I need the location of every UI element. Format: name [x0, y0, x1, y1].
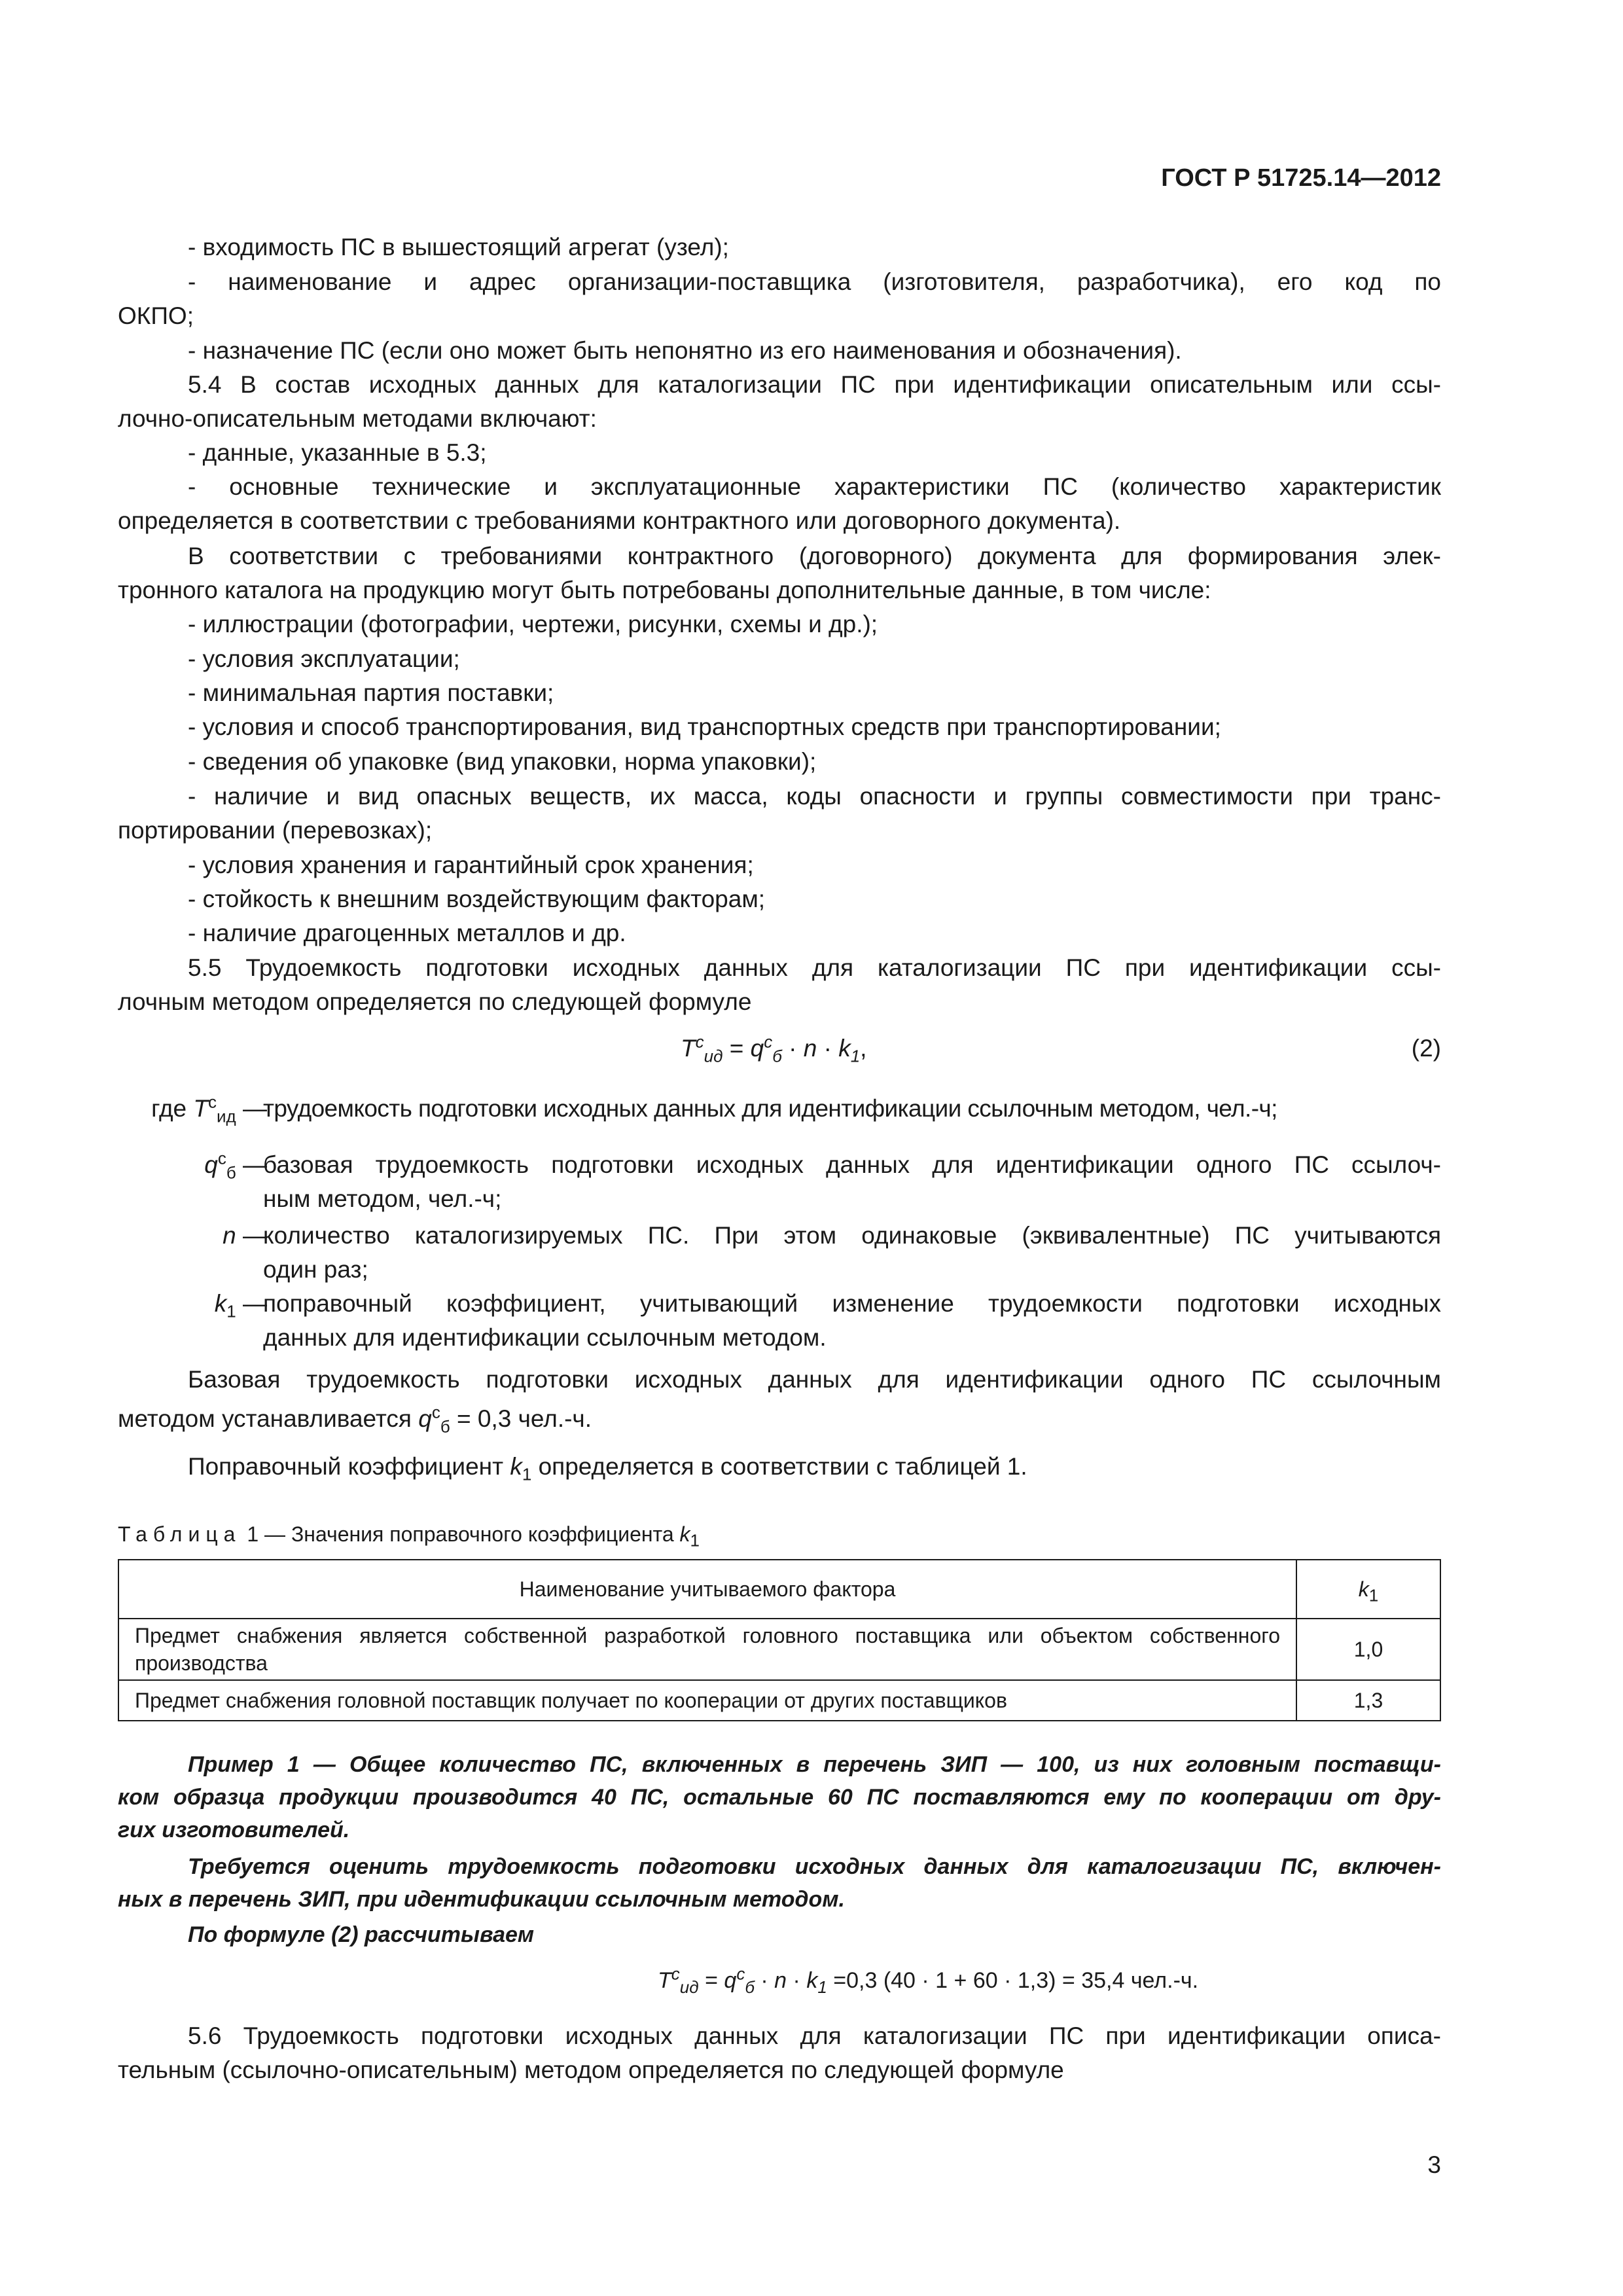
example-calculation: $T^с_{ид} = q^с_б \cdot n \cdot k_1 =0,3$ (40 · 1 + 60 · 1,3) = 35,4 чел.-ч.: [658, 1964, 1199, 1997]
header-k: $k_1$: [1296, 1560, 1440, 1619]
example-line: ком образца продукции производится 40 ПС, остальные 60 ПС поставляются ему по кооперации от дру-: [118, 1785, 1441, 1810]
formula-number: (2): [1411, 1035, 1441, 1062]
example-line: По формуле (2) рассчитываем: [188, 1922, 535, 1947]
example-line: гих изготовителей.: [118, 1818, 350, 1842]
document-page: ГОСТ Р 51725.14—2012 - входимость ПС в вышестоящий агрегат (узел); - наименование и адрес организации-поставщика (изготовителя, разработчика), его код по ОКПО; - назначение ПС (если оно может быть непонятно из его наименования и обозначения). 5.4 В состав исходных данных для каталогизации ПС при идентификации описательным или ссы- лочно-описательным методами включают: - данные, указанные в 5.3; - основные технические и эксплуатационные характеристики ПС (количество характеристик определяется в соответствии с требованиями контрактного или договорного документа). В соответствии с требованиями контрактного (договорного) документа для формирования элек- тронного каталога на продукцию могут быть потребованы дополнительные данные, в том числе: - иллюстрации (фотографии, чертежи, рисунки, схемы и др.); - условия эксплуатации; - минимальная партия поставки; - условия и способ транспортирования, вид транспортных средств при транспортировании; - сведения об упаковке (вид упаковки, норма упаковки); - наличие и вид опасных веществ, их масса, коды опасности и группы совместимости при транс- портировании (перевозках); - условия хранения и гарантийный срок хранения; - стойкость к внешним воздействующим факторам; - наличие драгоценных металлов и др. 5.5 Трудоемкость подготовки исходных данных для каталогизации ПС при идентификации ссы- лочным методом определяется по следующей формуле $T^с_{ид} = q^с_б \cdot n \cdot k_1$, (2) где $T^с_{ид}$ — трудоемкость подготовки исходных данных для идентификации ссылочным методом, чел.-ч; $q^с_б$ — базовая трудоемкость подготовки исходных данных для идентификации одного ПС ссылоч- ным методом, чел.-ч; n — количество каталогизируемых ПС. При этом одинаковые (эквивалентные) ПС учитываются один раз; $k_1$ — поправочный коэффициент, учитывающий изменение трудоемкости подготовки исходных данных для идентификации ссылочным методом. Базовая трудоемкость подготовки исходных данных для идентификации одного ПС ссылочным методом устанавливается $q^с_б = 0,3$ чел.-ч. Поправочный коэффициент $k_1$ определяется в соответствии с таблицей 1. Таблица 1 — Значения поправочного коэффициента $k_1$ Наименование учитываемого фактора $k_1$ Предмет снабжения является собственной разработкой головного поставщика или объектом собственного производства 1,0 Предмет снабжения головной поставщик получает по кооперации от других поставщиков 1,3 Пример 1 — Общее количество ПС, включенных в перечень ЗИП — 100, из них головным поставщи- ком образца продукции производится 40 ПС, остальные 60 ПС поставляются ему по кооперации от дру- гих изготовителей. Требуется оценить трудоемкость подготовки исходных данных для каталогизации ПС, включен- ных в перечень ЗИП, при идентификации ссылочным методом. По формуле (2) рассчитываем $T^с_{ид} = q^с_б \cdot n \cdot k_1 =0,3$ (40 · 1 + 60 · 1,3) = 35,4 чел.-ч. 5.6 Трудоемкость подготовки исходных данных для каталогизации ПС при идентификации описа- тельным (ссылочно-описательным) методом определяется по следующей формуле 3: [0, 0, 1623, 2296]
table-1: [118, 1559, 1441, 1721]
paragraph: В соответствии с требованиями контрактного (договорного) документа для формирования элек-: [188, 543, 1441, 569]
text-line: ОКПО;: [118, 302, 194, 329]
table-cell-factor: Предмет снабжения головной поставщик получает по кооперации от других поставщиков: [118, 1680, 1296, 1721]
list-item: - стойкость к внешним воздействующим факторам;: [188, 886, 766, 912]
table-cell-factor: Предмет снабжения является собственной разработкой головного поставщика или объектом собственного производства: [118, 1619, 1296, 1680]
list-item: - назначение ПС (если оно может быть непонятно из его наименования и обозначения).: [188, 337, 1182, 364]
list-item: - наличие драгоценных металлов и др.: [188, 920, 626, 946]
paragraph-5-6: 5.6 Трудоемкость подготовки исходных данных для каталогизации ПС при идентификации описа-: [188, 2022, 1441, 2049]
list-item: - условия эксплуатации;: [188, 645, 460, 672]
example-line: Требуется оценить трудоемкость подготовки исходных данных для каталогизации ПС, включен-: [188, 1854, 1441, 1879]
text-line: тронного каталога на продукцию могут быть потребованы дополнительные данные, в том числе:: [118, 577, 1211, 603]
example-line: ных в перечень ЗИП, при идентификации ссылочным методом.: [118, 1887, 845, 1912]
paragraph-5-4: 5.4 В состав исходных данных для каталогизации ПС при идентификации описательным или ссы-: [188, 371, 1441, 398]
header-factor: Наименование учитываемого фактора: [118, 1560, 1296, 1619]
paragraph-base: Базовая трудоемкость подготовки исходных данных для идентификации одного ПС ссылочным: [188, 1366, 1441, 1393]
table-cell-k: 1,0: [1296, 1619, 1440, 1680]
table-cell-k: 1,3: [1296, 1680, 1440, 1721]
text-line: лочным методом определяется по следующей формуле: [118, 988, 752, 1015]
list-item: - иллюстрации (фотографии, чертежи, рисунки, схемы и др.);: [188, 611, 878, 637]
list-item: - входимость ПС в вышестоящий агрегат (узел);: [188, 234, 729, 260]
document-header: ГОСТ Р 51725.14—2012: [1161, 164, 1441, 192]
list-item: - сведения об упаковке (вид упаковки, норма упаковки);: [188, 748, 817, 775]
list-item: - наличие и вид опасных веществ, их масса, коды опасности и группы совместимости при транс-: [188, 783, 1441, 810]
list-item: - наименование и адрес организации-поставщика (изготовителя, разработчика), его код по: [188, 268, 1441, 295]
text-line: определяется в соответствии с требованиями контрактного или договорного документа).: [118, 507, 1121, 534]
list-item: - данные, указанные в 5.3;: [188, 439, 487, 466]
paragraph-corr: Поправочный коэффициент $k_1$ определяется в соответствии с таблицей 1.: [188, 1453, 1027, 1484]
table-row: [118, 1619, 1440, 1680]
list-item: - минимальная партия поставки;: [188, 679, 554, 706]
text-line: лочно-описательным методами включают:: [118, 405, 597, 432]
formula-2: $T^с_{ид} = q^с_б \cdot n \cdot k_1$,: [681, 1031, 867, 1066]
text-line: портировании (перевозках);: [118, 817, 433, 844]
text-line: тельным (ссылочно-описательным) методом определяется по следующей формуле: [118, 2056, 1064, 2083]
page-number: 3: [1427, 2151, 1441, 2178]
list-item: - условия и способ транспортирования, вид транспортных средств при транспортировании;: [188, 713, 1221, 740]
table-row: [118, 1680, 1440, 1721]
table-header-row: [118, 1560, 1440, 1619]
example-line: Пример 1 — Общее количество ПС, включенных в перечень ЗИП — 100, из них головным поставщи-: [188, 1752, 1441, 1777]
paragraph-5-5: 5.5 Трудоемкость подготовки исходных данных для каталогизации ПС при идентификации ссы-: [188, 954, 1441, 981]
list-item: - основные технические и эксплуатационные характеристики ПС (количество характеристик: [188, 473, 1441, 500]
table-caption: Таблица 1 — Значения поправочного коэффициента $k_1$: [118, 1522, 700, 1551]
list-item: - условия хранения и гарантийный срок хранения;: [188, 852, 754, 878]
text-line-base: методом устанавливается $q^с_б = 0,3$ чел.-ч.: [118, 1402, 592, 1437]
